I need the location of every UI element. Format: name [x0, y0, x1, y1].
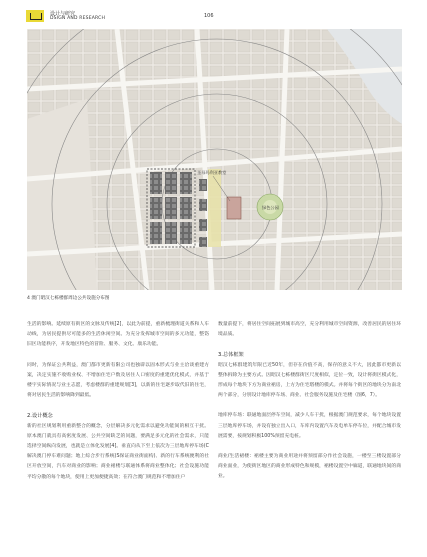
paragraph: 生活的影响。延续原有街区的文脉及传统[2]，以此为前提，重新梳理街道关系和人车动线，为居民提供尽可能多的生活休闲空间。为充分发挥城市空间的多元功能，整饬旧区功能秩序，开发地区特色的冒险、服务、文化、康乐功能。	[27, 322, 209, 348]
right-text-column	[218, 320, 401, 483]
paragraph: 商业/生活裙楼：裙楼主要为商业用途并将预留部分作社会设施，一楼至三楼设置部分商业面业，为使街区地区的商业形成特色和规模，裙楼设置空中廊道，联通地块间的商业。	[218, 454, 401, 480]
magazine-logo	[26, 10, 44, 22]
site-map-figure	[27, 29, 402, 290]
left-text-column	[27, 320, 209, 483]
paragraph: 地库停车场：联通地面层停车空间，减少人车干扰，根据澳门规范要求，每个地块设置三层地库停车场，并设有独立出入口，车库内设置汽车及电单车停车位，并配合城市发展需要，按规划积极100%预留充电桩。	[218, 413, 401, 439]
section-heading: 2.设计概念	[27, 413, 53, 420]
figure-caption: 4 澳门昭汉七栋楼群周边公共设施分布图	[27, 296, 110, 301]
page-number: 106	[204, 13, 214, 19]
paragraph: 数量前提下，将居住空间拓展到城市高空，充分利用城市空间资源，改善居民的居住环境品质。	[218, 322, 401, 338]
church-footprint	[227, 197, 241, 219]
park-label: 绿色公园	[262, 205, 279, 210]
paragraph: 新的社区规划利用重新整合的概念，分层解决多元化需求以避免功能间的相互干扰。原本澳门就具有高密度发展、公共空间缺乏的问题，要满足多元化的社会需求，只能选择空间纵向发展，也就是立体化发展[4]。垂直向从下至上依次为三层地库停车场(C解决澳门停车难问题；地上综合步行系统(S保证商业街面构)、新的行车系统便利的社区开放空间，汽车对商业的影响；商业裙楼与联通体系将商业整体化；社会设施功能平均分散的每个地块，使用上更加便捷高效；在符合澳门规范和不增加住户	[27, 423, 209, 480]
header-section-title: 设计与研究	[50, 11, 76, 17]
church-label: 圣母玛利亚教堂	[197, 170, 227, 175]
site-map-svg	[27, 29, 402, 290]
paragraph: 同时，为保证公共利益，澳门都市更新有限公司也独辟以固本形式与业主洽谈重建方案，决定实施不收购业权、不增加住宅户数及居住人口密度的重建优化模式，并基于楼宇实际情况与业主志愿，考虑楼群的重建规划[3]，以新的住宅逐步取代旧的住宅，将对居民生活的影响降到最低。	[27, 362, 209, 399]
paragraph: 昭汉七栋群建筑年限已近50年，但存在价值不高，保存的意义不大，因此都市更新以整体拆除为主要方式。因昭汉七栋楼群街区尺度相似，定位一致，设计将街区模式化，形成每个地块下方为商业裙房，上方为住宅塔楼的模式。并将每个街区的地块分为南北两个部分，分别设计地库停车场、商业、社会服务设施及住宅楼（图6，7）。	[218, 362, 401, 399]
section-heading: 3.总体框架	[218, 352, 244, 359]
header-section-subtitle: DSIGN AND RESEARCH	[50, 16, 106, 21]
public-facility-strip	[208, 169, 221, 247]
